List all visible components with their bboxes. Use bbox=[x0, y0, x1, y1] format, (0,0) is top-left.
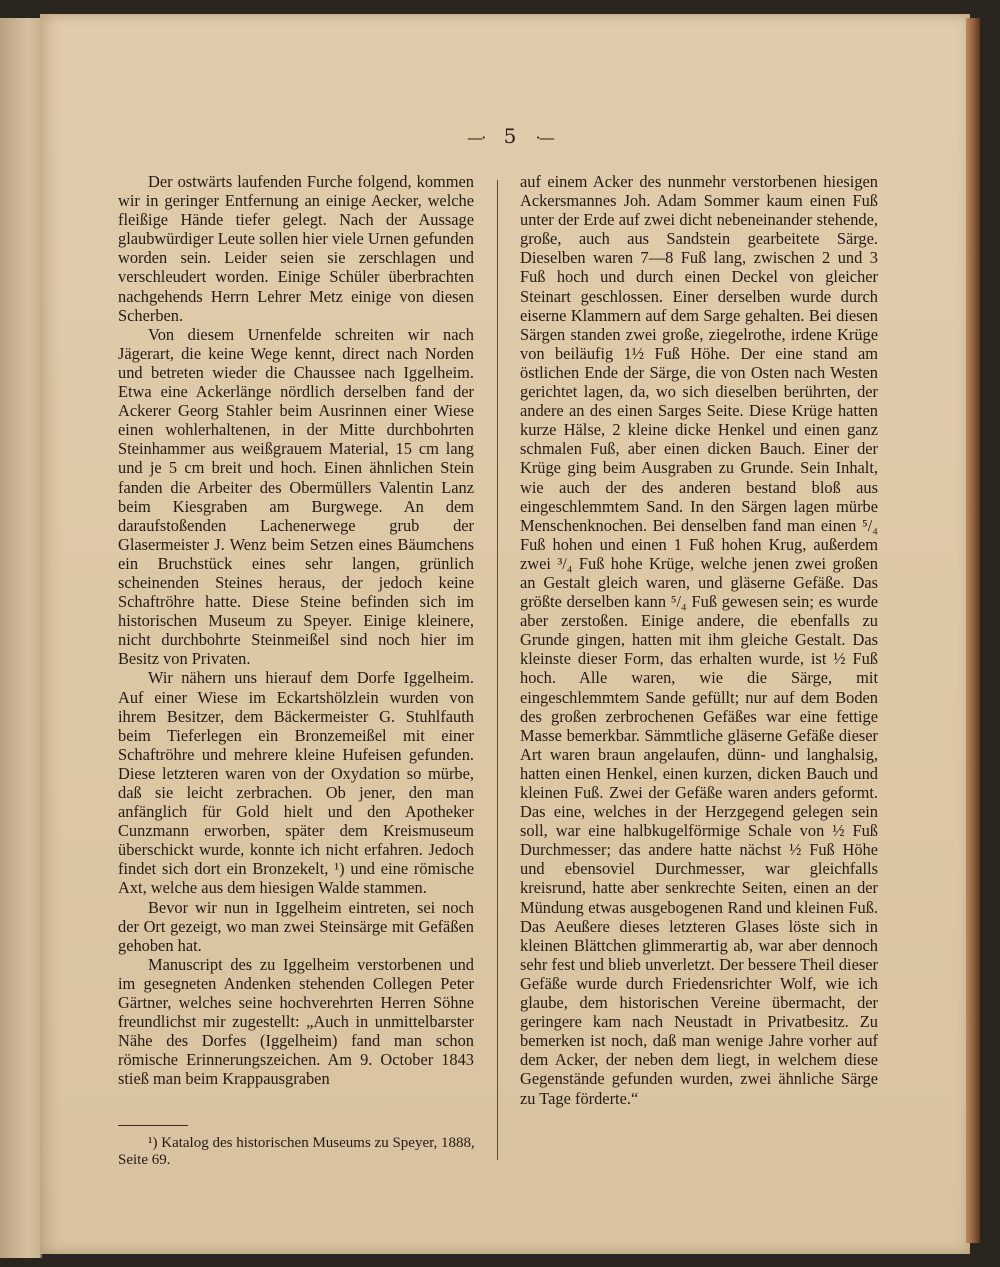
paragraph: Manuscript des zu Iggelheim verstorbenen und im gesegneten Andenken stehenden Collegen Peter Gärtner, welches seine hochverehrten Herren Söhne freundlichst mir zugestellt: „Auch in unmittelbarster Nähe des Dorfes (Iggelheim) fand man schon römische Erinnerungszeichen. Am 9. October 1843 stieß man beim Krappausgraben bbox=[118, 954, 474, 1089]
paragraph: Der ostwärts laufenden Furche folgend, kommen wir in geringer Entfernung an einige Aecker, welche fleißige Hände tiefer gelegt. Nach der Aussage glaubwürdiger Leute sollen hier viele Urnen gefunden worden sein. Leider seien sie zerschlagen und verschleudert worden. Einige Schüler überbrachten nachgehends Herrn Lehrer Metz einige von diesen Scherben. bbox=[118, 172, 474, 325]
footnote: ¹) Katalog des historischen Museums zu Speyer, 1888, Seite 69. bbox=[118, 1135, 475, 1168]
right-column bbox=[520, 172, 878, 1108]
page-header bbox=[440, 124, 580, 148]
page-number: 5 bbox=[503, 124, 517, 148]
header-left-ornament: —⋅ bbox=[467, 128, 485, 147]
book-spine-edge bbox=[966, 18, 980, 1243]
paragraph: Bevor wir nun in Iggelheim eintreten, sei noch der Ort gezeigt, wo man zwei Steinsärge mit Gefäßen gehoben hat. bbox=[118, 897, 474, 955]
facing-page-edge bbox=[0, 18, 42, 1258]
column-divider bbox=[497, 180, 498, 1160]
paragraph: Von diesem Urnenfelde schreiten wir nach Jägerart, die keine Wege kennt, direct nach Norden und betreten wieder die Chaussee nach Iggelheim. Etwa eine Ackerlänge nördlich derselben fand der Ackerer Georg Stahler beim Ausrinnen einer Wiese einen wohlerhaltenen, in der Mitte durchbohrten Steinhammer aus weißgrauem Material, 15 cm lang und je 5 cm breit und hoch. Einen ähnlichen Stein fanden die Arbeiter des Obermüllers Valentin Lanz beim Kiesgraben am Burgwege. An dem daraufstoßenden Lachenerwege grub der Glasermeister J. Wenz beim Setzen eines Bäumchens ein Bruchstück eines sehr langen, grünlich scheinenden Steines heraus, der jedoch keine Schaftröhre hatte. Diese Steine befinden sich im historischen Museum zu Speyer. Einige kleinere, nicht durchbohrte Steinmeißel sind noch hier im Besitz von Privaten. bbox=[118, 324, 474, 669]
paragraph: Wir nähern uns hierauf dem Dorfe Iggelheim. Auf einer Wiese im Eckartshölzlein wurden von ihrem Besitzer, dem Bäckermeister G. Stuhlfauth beim Tieferlegen ein Bronzemeißel mit einer Schaftröhre und mehrere kleine Hufeisen gefunden. Diese letzteren waren von der Oxydation so mürbe, daß sie leicht zerbrachen. Ob jener, den man anfänglich für Gold hielt und den Apotheker Cunzmann erworben, später dem Kreismuseum überschickt wurde, konnte ich nicht erfahren. Jedoch findet sich dort ein Bronzekelt, ¹) und eine römische Axt, welche aus dem hiesigen Walde stammen. bbox=[118, 668, 474, 898]
footnote-rule bbox=[118, 1125, 188, 1126]
left-column bbox=[118, 172, 474, 1089]
header-right-ornament: ⋅— bbox=[535, 128, 553, 147]
paragraph: auf einem Acker des nunmehr verstorbenen hiesigen Ackersmannes Joh. Adam Sommer kaum einen Fuß unter der Erde auf zwei dicht nebeneinander stehende, große, auch aus Sandstein gearbeitete Särge. Dieselben waren 7—8 Fuß lang, zwischen 2 und 3 Fuß hoch und durch einen Deckel von gleicher Steinart geschlossen. Einer derselben wurde durch eiserne Klammern auf dem Sarge gehalten. Bei diesen Särgen standen zwei große, ziegelrothe, irdene Krüge von beiläufig 1½ Fuß Höhe. Der eine stand am östlichen Ende der Särge, die von Osten nach Westen gerichtet lagen, da, wo sich dieselben berührten, der andere an des einen Sarges Seite. Diese Krüge hatten kurze Hälse, 2 kleine dicke Henkel und einen ganz schmalen Fuß, aber einen dicken Bauch. Einer der Krüge ging beim Ausgraben zu Grunde. Sein Inhalt, wie auch der des anderen bestand bloß aus eingeschlemmtem Sand. In den Särgen lagen mürbe Menschenknochen. Bei denselben fand man einen ⁵/₄ Fuß hohen und einen 1 Fuß hohen Krug, außerdem zwei ³/₄ Fuß hohe Krüge, welche jenen zwei großen an Gestalt gleich waren, und gläserne Gefäße. Das größte derselben kann ⁵/₄ Fuß gewesen sein; es wurde aber zerstoßen. Einige andere, die ebenfalls zu Grunde gingen, hatten mit ihm gleiche Gestalt. Das kleinste dieser Form, das erhalten wurde, ist ½ Fuß hoch. Alle waren, wie die Särge, mit eingeschlemmtem Sande gefüllt; nur auf dem Boden des großen zerbrochenen Gefäßes war eine fettige Masse bemerkbar. Sämmtliche gläserne Gefäße dieser Art waren braun angelaufen, dünn- und langhalsig, hatten einen Henkel, einen kurzen, dicken Bauch und kleinen Fuß. Zwei der Gefäße waren anders geformt. Das eine, welches in der Herzgegend gelegen sein soll, war eine halbkugelförmige Schale von ½ Fuß Durchmesser; das andere hatte nächst ½ Fuß Höhe und ebensoviel Durchmesser, war gleichfalls kreisrund, hatte aber senkrechte Seiten, einen an der Mündung etwas ausgebogenen Rand und kleinen Fuß. Das Aeußere dieses letzteren Glases löste sich in kleinen Blättchen glimmerartig ab, war aber dennoch sehr fest und blieb unverletzt. Der bessere Theil dieser Gefäße wurde durch Friedensrichter Wolf, wie ich glaube, dem historischen Vereine übermacht, der geringere kam nach Neustadt in Privatbesitz. Zu bemerken ist noch, daß man wenige Jahre vorher auf dem Acker, der neben dem liegt, in welchem diese Gegenstände gefunden wurden, zwei ähnliche Särge zu Tage förderte.“ bbox=[520, 172, 878, 1108]
